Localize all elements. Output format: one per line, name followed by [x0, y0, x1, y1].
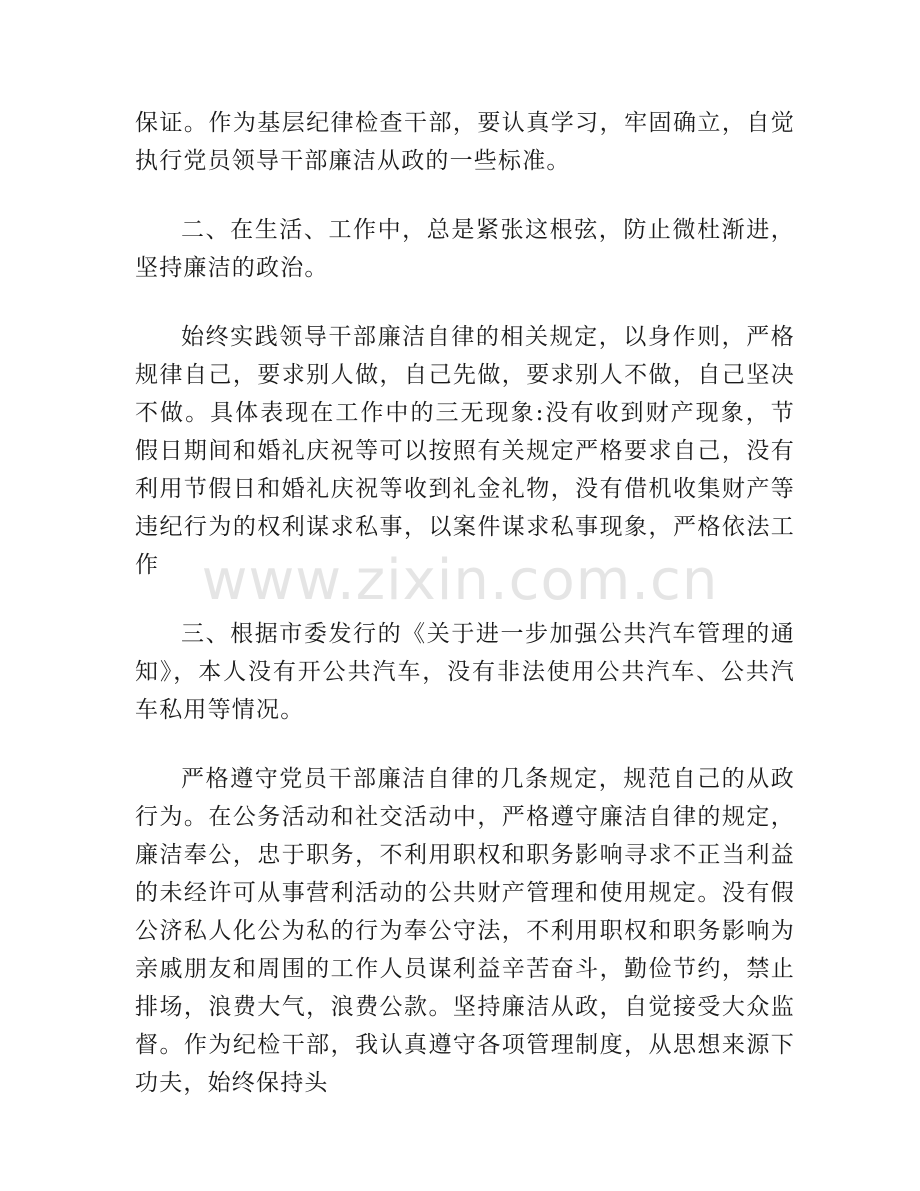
paragraph-5: 严格遵守党员干部廉洁自律的几条规定，规范自己的从政行为。在公务活动和社交活动中，严格遵守廉洁自律的规定，廉洁奉公，忠于职务，不利用职权和职务影响寻求不正当利益的未经许可从事营利活动的公共财产管理和使用规定。没有假公济私人化公为私的行为奉公守法，不利用职权和职务影响为亲戚朋友和周围的工作人员谋利益辛苦奋斗，勤俭节约，禁止排场，浪费大气，浪费公款。坚持廉洁从政，自觉接受大众监督。作为纪检干部，我认真遵守各项管理制度，从思想来源下功夫，始终保持头 [135, 766, 795, 1096]
paragraph-1: 保证。作为基层纪律检查干部，要认真学习，牢固确立，自觉执行党员领导干部廉洁从政的一些标准。 [135, 110, 795, 174]
document-body [135, 104, 795, 1133]
paragraph-4: 三、根据市委发行的《关于进一步加强公共汽车管理的通知》，本人没有开公共汽车，没有非法使用公共汽车、公共汽车私用等情况。 [135, 621, 795, 723]
paragraph-3: 始终实践领导干部廉洁自律的相关规定，以身作则，严格规律自己，要求别人做，自己先做，要求别人不做，自己坚决不做。具体表现在工作中的三无现象:没有收到财产现象，节假日期间和婚礼庆祝等可以按照有关规定严格要求自己，没有利用节假日和婚礼庆祝等收到礼金礼物，没有借机收集财产等违纪行为的权利谋求私事，以案件谋求私事现象，严格依法工作 [135, 324, 795, 578]
paragraph-2: 二、在生活、工作中，总是紧张这根弦，防止微杜渐进，坚持廉洁的政治。 [135, 217, 795, 281]
watermark: www.zixin.com.cn [201, 548, 719, 613]
